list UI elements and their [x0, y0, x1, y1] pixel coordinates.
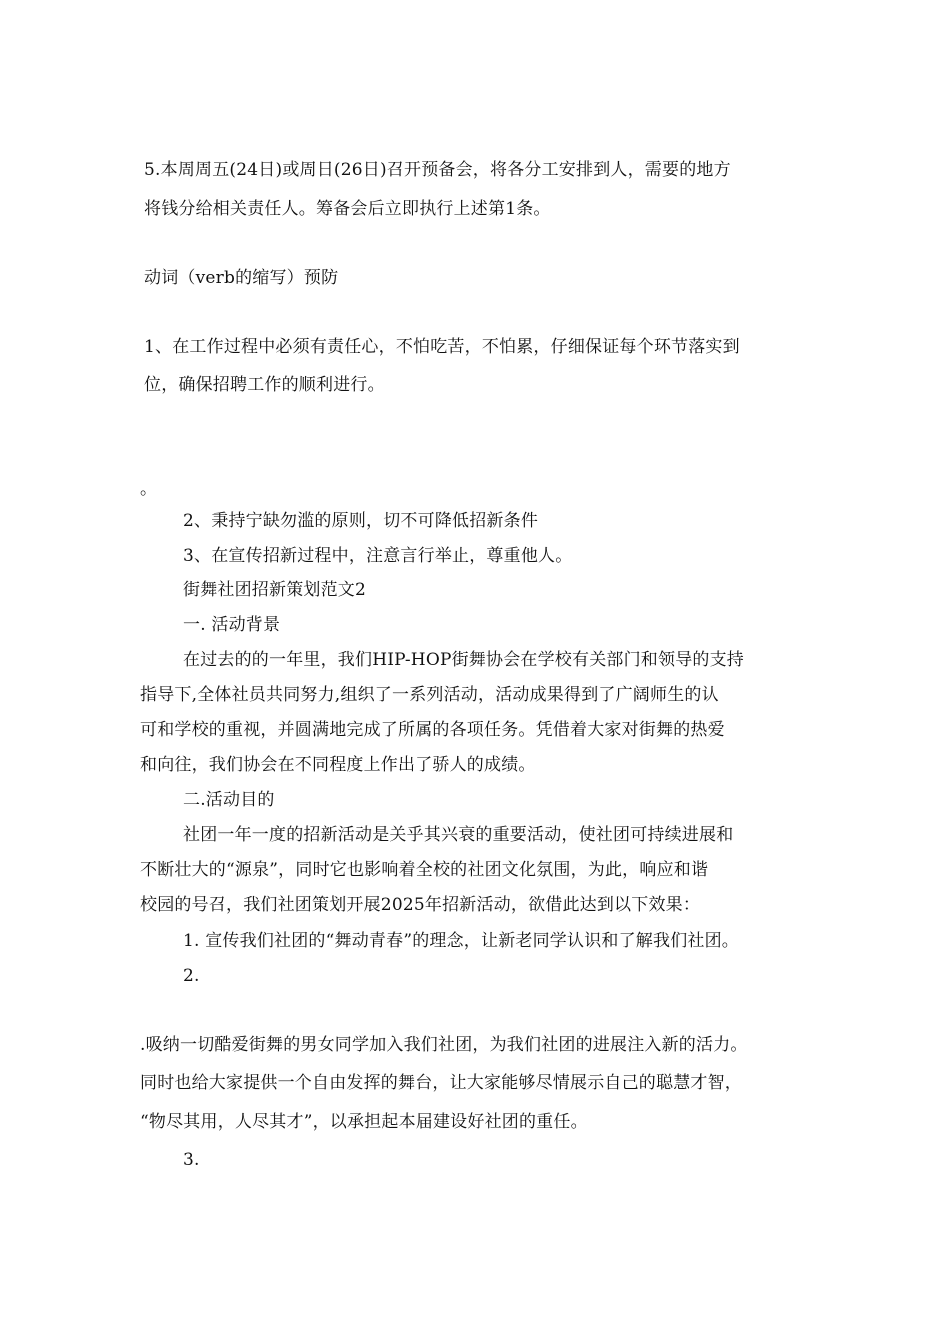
- list-item: 3.: [183, 1150, 200, 1170]
- list-item: 2、秉持宁缺勿滥的原则，切不可降低招新条件: [183, 511, 539, 531]
- paragraph-line: 在过去的的一年里，我们HIP-HOP街舞协会在学校有关部门和领导的支持: [183, 650, 744, 670]
- paragraph-line: 同时也给大家提供一个自由发挥的舞台，让大家能够尽情展示自己的聪慧才智，: [140, 1073, 742, 1093]
- document-title: 街舞社团招新策划范文2: [183, 580, 367, 600]
- paragraph-line: “物尽其用，人尽其才”，以承担起本届建设好社团的重任。: [140, 1112, 588, 1132]
- paragraph-line: 5.本周周五(24日)或周日(26日)召开预备会，将各分工安排到人，需要的地方: [144, 160, 731, 180]
- paragraph-line: 不断壮大的“源泉”，同时它也影响着全校的社团文化氛围，为此，响应和谐: [140, 860, 709, 880]
- punctuation-dot: 。: [140, 479, 158, 499]
- paragraph-line: 和向往，我们协会在不同程度上作出了骄人的成绩。: [140, 755, 536, 775]
- paragraph-line: 指导下,全体社员共同努力,组织了一系列活动，活动成果得到了广阔师生的认: [140, 685, 719, 705]
- paragraph-line: 1、在工作过程中必须有责任心，不怕吃苦，不怕累，仔细保证每个环节落实到: [144, 337, 740, 357]
- paragraph-line: 可和学校的重视，并圆满地完成了所属的各项任务。凭借着大家对街舞的热爱: [140, 720, 725, 740]
- list-item: 3、在宣传招新过程中，注意言行举止，尊重他人。: [183, 546, 573, 566]
- paragraph-line: 将钱分给相关责任人。筹备会后立即执行上述第1条。: [144, 199, 551, 219]
- section-heading: 一. 活动背景: [183, 615, 281, 635]
- paragraph-line: 位，确保招聘工作的顺利进行。: [144, 375, 385, 395]
- paragraph-line: .吸纳一切酷爱街舞的男女同学加入我们社团，为我们社团的进展注入新的活力。: [140, 1035, 748, 1055]
- section-heading: 二.活动目的: [183, 790, 275, 810]
- paragraph-line: 校园的号召，我们社团策划开展2025年招新活动，欲借此达到以下效果：: [140, 895, 701, 915]
- list-item: 2.: [183, 966, 200, 986]
- paragraph-line: 社团一年一度的招新活动是关乎其兴衰的重要活动，使社团可持续进展和: [183, 825, 734, 845]
- section-heading: 动词（verb的缩写）预防: [144, 268, 339, 288]
- list-item: 1. 宣传我们社团的“舞动青春”的理念，让新老同学认识和了解我们社团。: [183, 931, 740, 951]
